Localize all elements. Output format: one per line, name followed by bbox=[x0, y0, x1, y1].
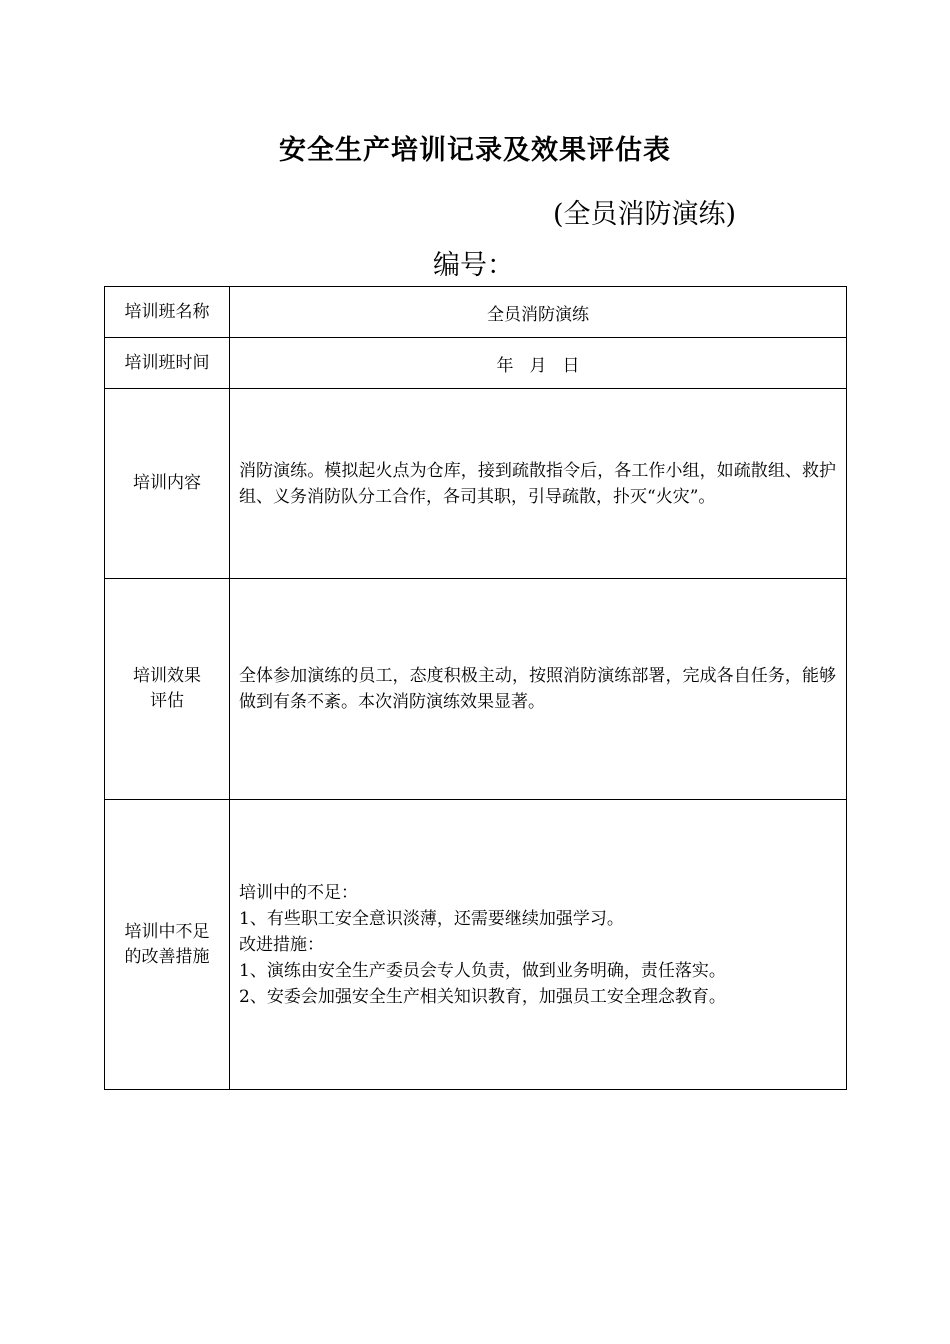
improvement-label bbox=[105, 800, 230, 1090]
improvement-line: 改进措施： bbox=[239, 934, 324, 955]
improvement-line: 培训中的不足： bbox=[239, 882, 358, 903]
class-time-value bbox=[230, 338, 847, 389]
class-name-value: 全员消防演练 bbox=[230, 287, 847, 338]
date-month: 月 bbox=[529, 355, 547, 376]
class-name-label: 培训班名称 bbox=[105, 287, 230, 338]
row-content bbox=[105, 389, 847, 579]
row-improvement bbox=[105, 800, 847, 1090]
row-class-name bbox=[105, 287, 847, 338]
improvement-line: 2、安委会加强安全生产相关知识教育，加强员工安全理念教育。 bbox=[239, 986, 726, 1007]
evaluation-value: 全体参加演练的员工，态度积极主动，按照消防演练部署，完成各自任务，能够做到有条不紊。本次消防演练效果显著。 bbox=[230, 579, 847, 800]
improvement-label-line1: 培训中不足 bbox=[124, 921, 210, 942]
page-subtitle: (全员消防演练) bbox=[553, 199, 737, 230]
class-time-label: 培训班时间 bbox=[105, 338, 230, 389]
improvement-value bbox=[230, 800, 847, 1090]
improvement-line: 1、演练由安全生产委员会专人负责，做到业务明确，责任落实。 bbox=[239, 960, 726, 981]
row-evaluation bbox=[105, 579, 847, 800]
evaluation-label bbox=[105, 579, 230, 800]
content-label: 培训内容 bbox=[105, 389, 230, 579]
date-year: 年 bbox=[496, 355, 514, 376]
evaluation-label-line2: 评估 bbox=[150, 691, 184, 711]
training-record-table bbox=[104, 286, 847, 1090]
row-class-time bbox=[105, 338, 847, 389]
improvement-label-line2: 的改善措施 bbox=[124, 946, 210, 967]
date-day: 日 bbox=[562, 355, 580, 376]
page-title: 安全生产培训记录及效果评估表 bbox=[279, 135, 671, 166]
document-number-label: 编号： bbox=[433, 250, 514, 281]
improvement-line: 1、有些职工安全意识淡薄，还需要继续加强学习。 bbox=[239, 908, 624, 929]
content-value: 消防演练。模拟起火点为仓库，接到疏散指令后，各工作小组，如疏散组、救护组、义务消防队分工合作，各司其职，引导疏散，扑灭“火灾”。 bbox=[230, 389, 847, 579]
evaluation-label-line1: 培训效果 bbox=[133, 666, 201, 686]
